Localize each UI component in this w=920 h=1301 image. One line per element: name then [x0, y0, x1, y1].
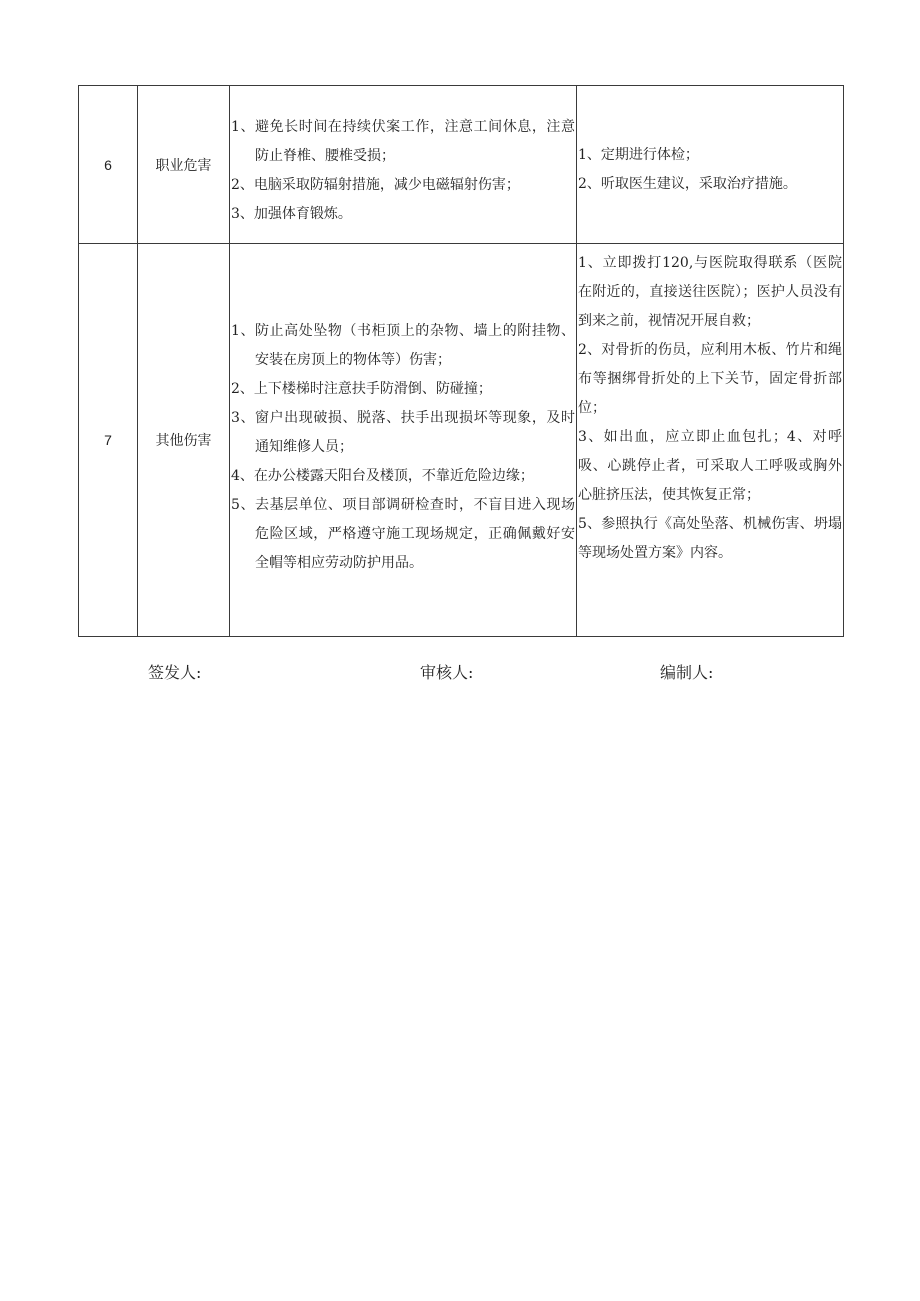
signature-line: [0, 660, 920, 690]
reviewer-label: 审核人:: [420, 663, 474, 682]
hazard-category: 其他伤害: [138, 244, 230, 637]
list-item: 1、防止高处坠物（书柜顶上的杂物、墙上的附挂物、安装在房顶上的物体等）伤害；: [231, 323, 575, 368]
issuer-label: 签发人:: [148, 663, 202, 682]
measures-list: [578, 141, 842, 199]
list-item: 3、加强体育锻炼。: [231, 206, 352, 222]
table-row: [79, 86, 844, 244]
measures-cell: [577, 244, 844, 637]
list-item: 1、定期进行体检；: [578, 147, 699, 163]
list-item: 4、在办公楼露天阳台及楼顶，不靠近危险边缘；: [231, 468, 534, 484]
measures-list: [578, 249, 842, 568]
list-item: 2、电脑采取防辐射措施，减少电磁辐射伤害；: [231, 177, 520, 193]
measures-cell: [577, 86, 844, 244]
table-row: [79, 244, 844, 637]
list-item: 5、去基层单位、项目部调研检查时，不盲目进入现场危险区域，严格遵守施工现场规定，正确佩戴好安全帽等相应劳动防护用品。: [231, 497, 575, 571]
prevention-list: [231, 317, 575, 578]
list-item: 2、听取医生建议，采取治疗措施。: [578, 176, 797, 192]
prevention-cell: [230, 244, 577, 637]
hazard-table: [78, 85, 844, 637]
list-item: 3、如出血，应立即止血包扎；4、对呼吸、心跳停止者，可采取人工呼吸或胸外心脏挤压法，使其恢复正常；: [578, 429, 842, 503]
list-item: 3、窗户出现破损、脱落、扶手出现损坏等现象，及时通知维修人员；: [231, 410, 575, 455]
list-item: 2、对骨折的伤员，应利用木板、竹片和绳布等捆绑骨折处的上下关节，固定骨折部位；: [578, 342, 842, 416]
prevention-list: [231, 113, 575, 229]
hazard-category: 职业危害: [138, 86, 230, 244]
list-item: 1、立即拨打120,与医院取得联系（医院在附近的，直接送往医院）；医护人员没有到来之前，视情况开展自救；: [578, 255, 842, 329]
list-item: 1、避免长时间在持续伏案工作，注意工间休息，注意防止脊椎、腰椎受损；: [231, 119, 575, 164]
prevention-cell: [230, 86, 577, 244]
list-item: 5、参照执行《高处坠落、机械伤害、坍塌等现场处置方案》内容。: [578, 516, 842, 561]
list-item: 2、上下楼梯时注意扶手防滑倒、防碰撞；: [231, 381, 492, 397]
editor-label: 编制人:: [660, 663, 714, 682]
row-number: 7: [79, 244, 138, 637]
row-number: 6: [79, 86, 138, 244]
